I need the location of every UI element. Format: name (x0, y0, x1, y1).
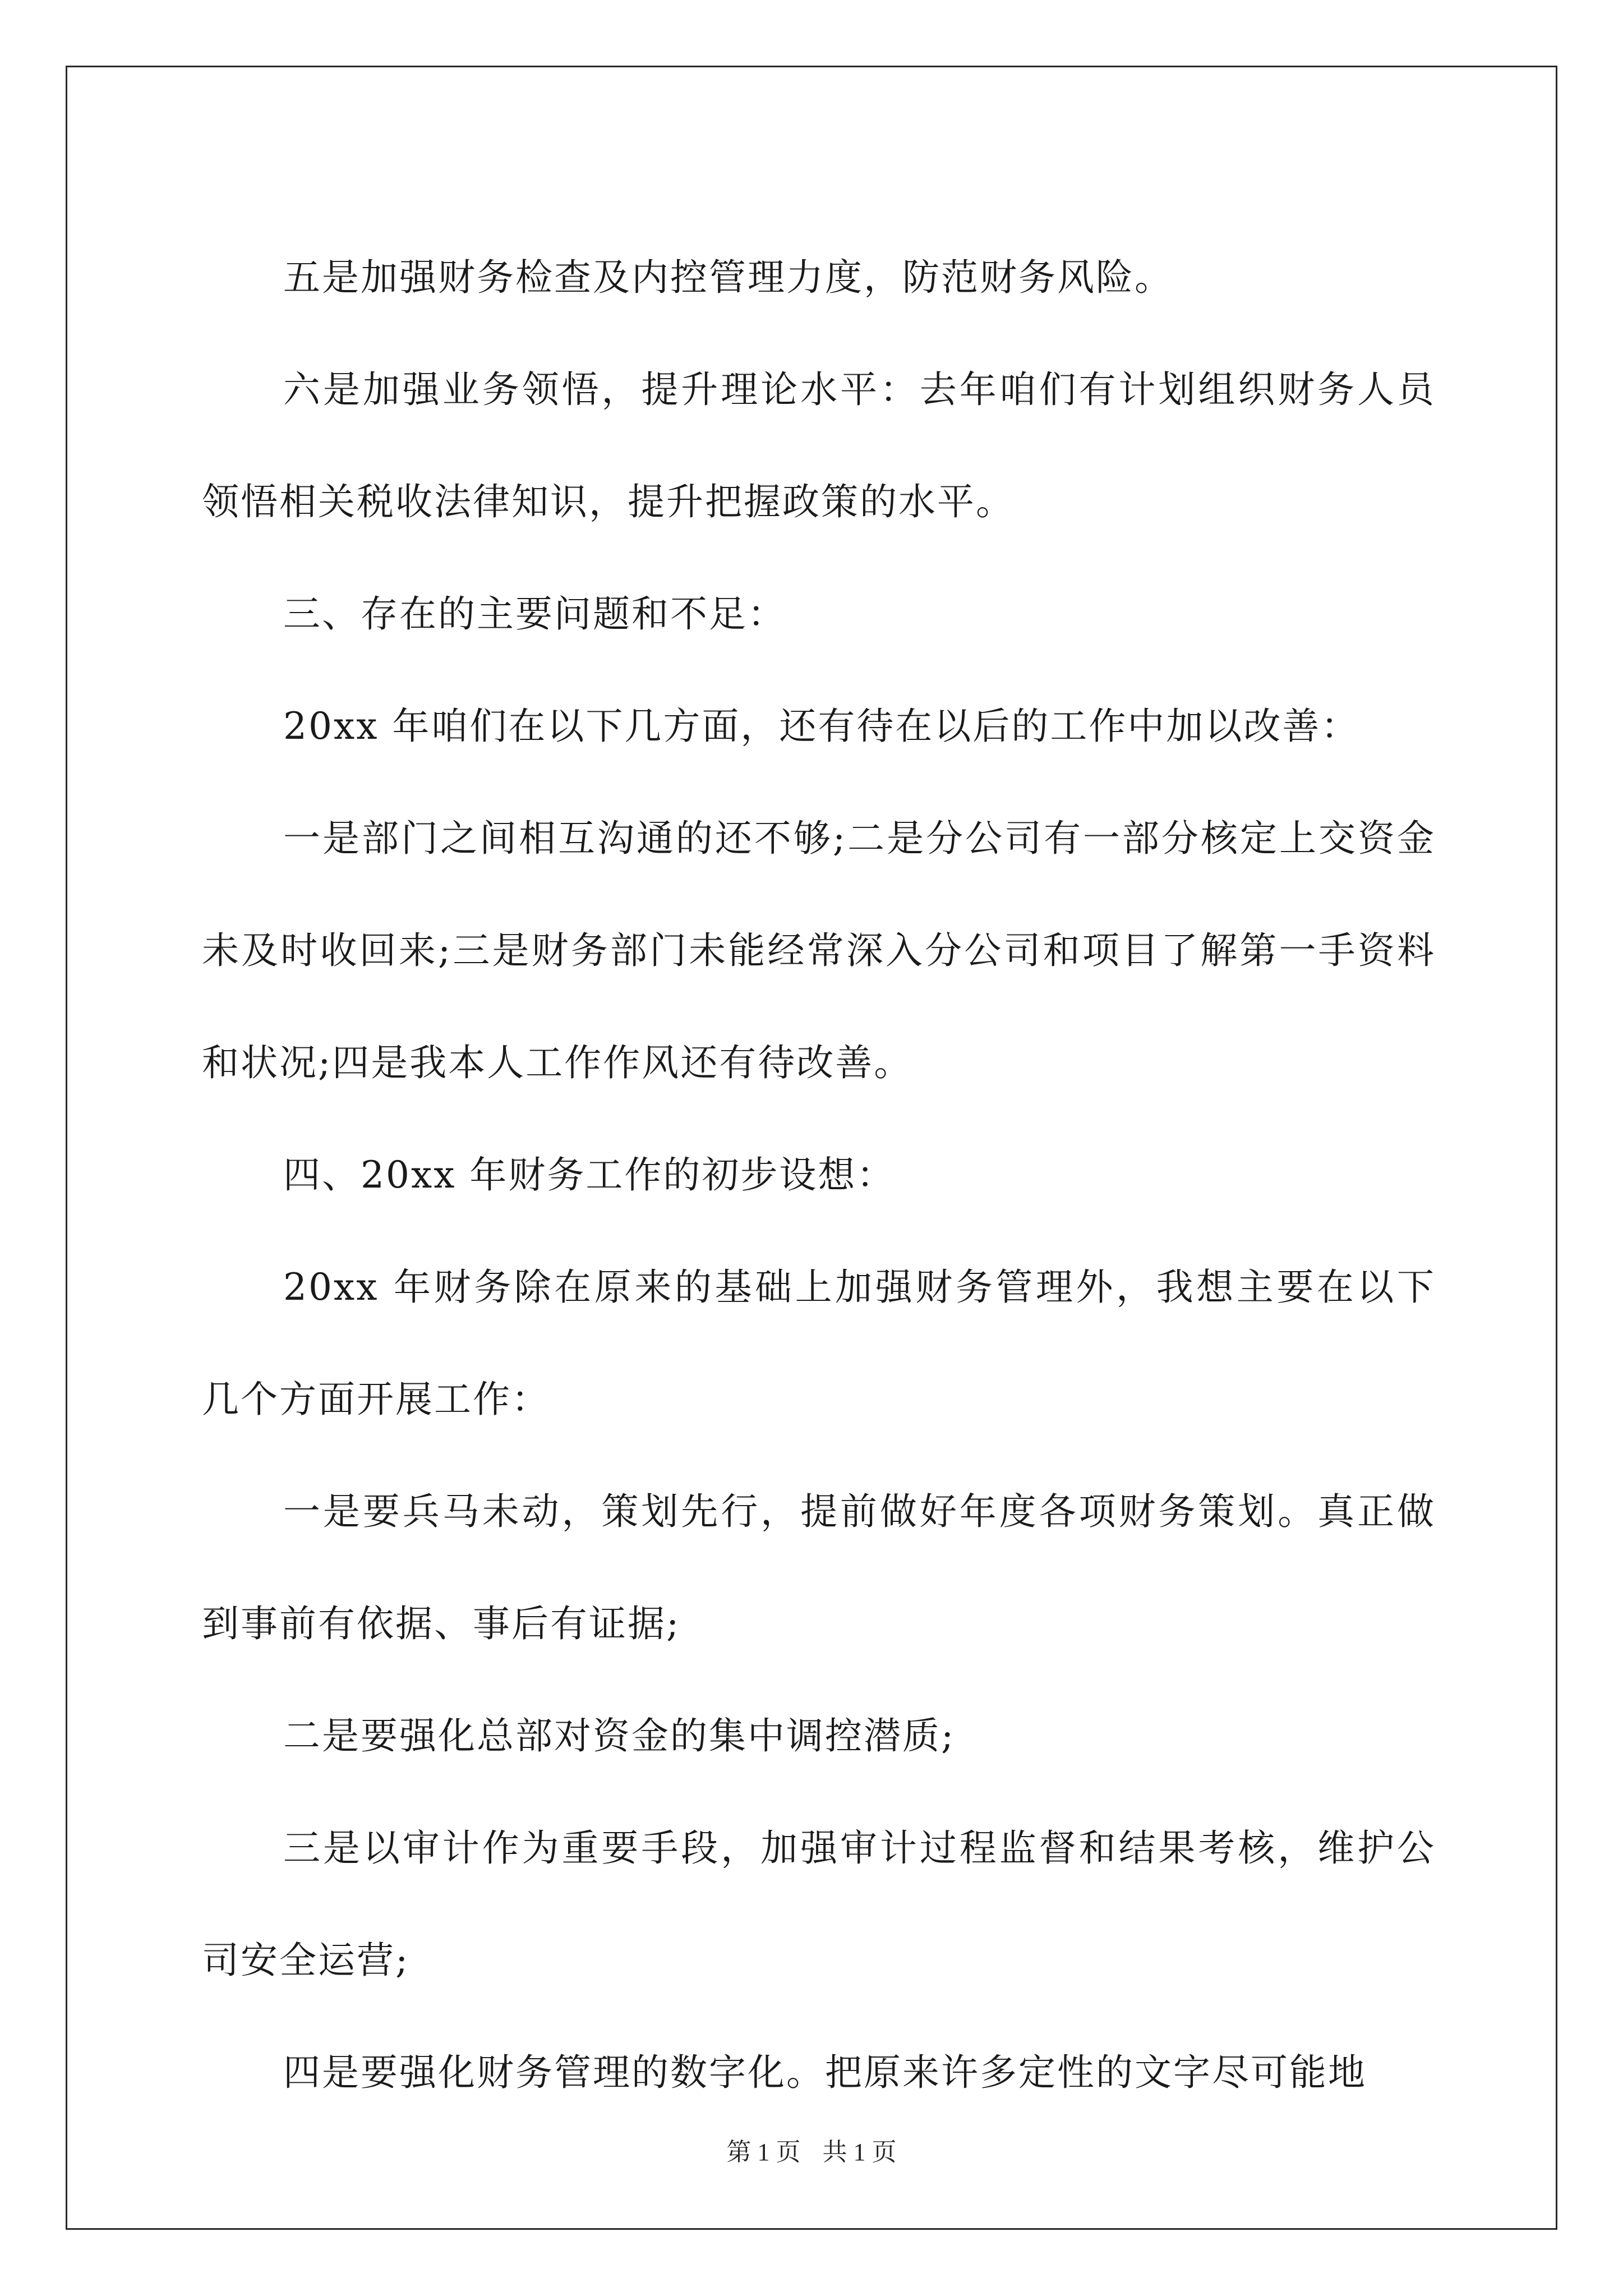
paragraph: 四、20xx 年财务工作的初步设想： (283, 1153, 896, 1197)
paragraph: 一是部门之间相互沟通的还不够;二是分公司有一部分核定上交资金未及时收回来;三是财务部门未能经常深入分公司和项目了解第一手资料和状况;四是我本人工作作风还有待改善。 (202, 817, 1436, 1084)
document-body (202, 222, 1436, 2129)
page-number: 第 1 页 (726, 2138, 801, 2166)
paragraph: 四是要强化财务管理的数字化。把原来许多定性的文字尽可能地 (283, 2051, 1367, 2094)
page-total: 共 1 页 (822, 2138, 897, 2166)
paragraph: 六是加强业务领悟，提升理论水平：去年咱们有计划组织财务人员领悟相关税收法律知识，提升把握政策的水平。 (202, 368, 1436, 523)
page-footer (0, 2132, 1623, 2168)
paragraph: 一是要兵马未动，策划先行，提前做好年度各项财务策划。真正做到事前有依据、事后有证据; (202, 1490, 1436, 1645)
paragraph: 三是以审计作为重要手段，加强审计过程监督和结果考核，维护公司安全运营; (202, 1826, 1436, 1982)
paragraph: 20xx 年财务除在原来的基础上加强财务管理外，我想主要在以下几个方面开展工作： (202, 1266, 1436, 1421)
paragraph: 二是要强化总部对资金的集中调控潜质; (283, 1714, 956, 1757)
paragraph: 20xx 年咱们在以下几方面，还有待在以后的工作中加以改善： (283, 705, 1360, 748)
paragraph: 三、存在的主要问题和不足： (283, 592, 786, 636)
paragraph: 五是加强财务检查及内控管理力度，防范财务风险。 (283, 256, 1173, 299)
